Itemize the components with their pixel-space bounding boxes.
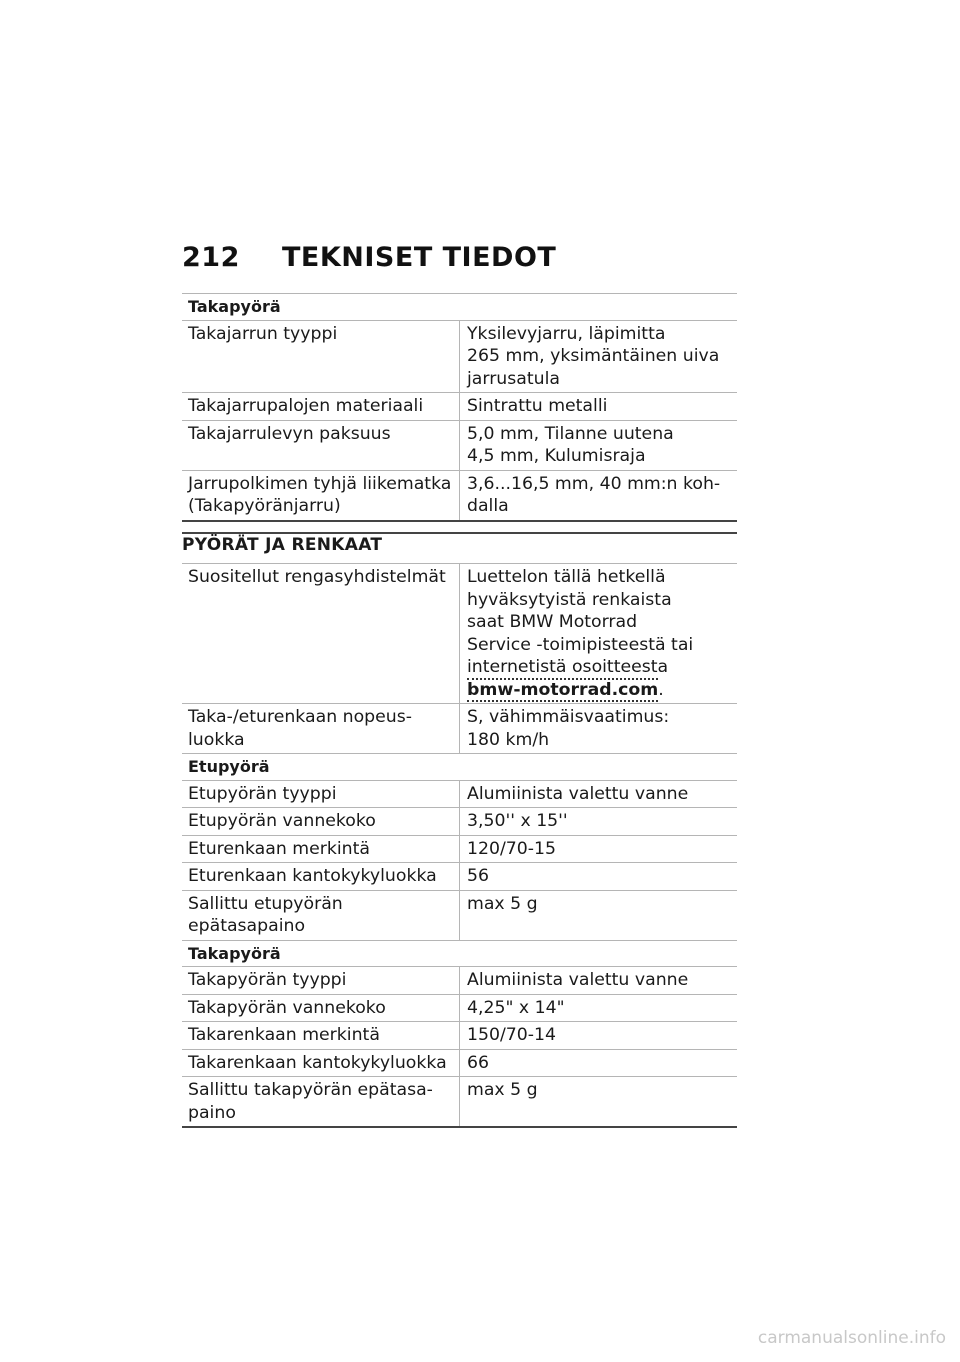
value-line: Luettelon tällä hetkellä [467, 567, 666, 587]
rear-brake-block [182, 293, 737, 522]
table-row [182, 890, 737, 940]
value-line: internetistä osoitteesta [467, 657, 669, 677]
value-line: 4,5 mm, Kulumisraja [467, 446, 646, 466]
table-row [182, 1022, 737, 1050]
section-heading: PYÖRÄT JA RENKAAT [182, 532, 737, 555]
table-row [182, 320, 737, 393]
table-row [182, 704, 737, 754]
wheels-block [182, 563, 737, 1128]
rear-brake-table [182, 293, 737, 522]
label-line: paino [188, 1102, 236, 1123]
value-line: 180 km/h [467, 729, 550, 750]
value-line: hyväksytyistä renkaista [467, 589, 672, 610]
page-title: TEKNISET TIEDOT [282, 242, 557, 273]
spec-value: 56 [460, 863, 738, 891]
table-row [182, 780, 737, 808]
spec-value [460, 420, 738, 470]
spec-label: Etupyörän vannekoko [182, 808, 460, 836]
table-row [182, 863, 737, 891]
spec-value: max 5 g [460, 1077, 738, 1128]
table-row [182, 1077, 737, 1128]
link-suffix: . [658, 679, 664, 700]
table-row [182, 564, 737, 704]
spec-label: Takarenkaan merkintä [182, 1022, 460, 1050]
spec-value [460, 470, 738, 521]
spec-value [460, 320, 738, 393]
spec-label: Eturenkaan merkintä [182, 835, 460, 863]
table-subheading-row [182, 940, 737, 967]
rear-brake-heading: Takapyörä [182, 294, 737, 321]
spec-value: Alumiinista valettu vanne [460, 967, 738, 995]
table-row [182, 967, 737, 995]
spec-value: 4,25" x 14" [460, 994, 738, 1022]
spec-value: 66 [460, 1049, 738, 1077]
spec-label: Takajarrupalojen materiaali [182, 393, 460, 421]
value-line: Yksilevyjarru, läpimitta [467, 323, 666, 344]
table-row [182, 808, 737, 836]
rear-wheel-heading: Takapyörä [182, 940, 737, 967]
spec-value: 3,50'' x 15'' [460, 808, 738, 836]
spec-label: Etupyörän tyyppi [182, 780, 460, 808]
value-line [467, 679, 731, 702]
spec-value: 120/70-15 [460, 835, 738, 863]
spec-label: Takajarrulevyn paksuus [182, 420, 460, 470]
table-subheading-row [182, 754, 737, 781]
value-line: 265 mm, yksimäntäinen uiva [467, 346, 720, 366]
label-line: Jarrupolkimen tyhjä liikematka [188, 473, 452, 494]
table-row [182, 1049, 737, 1077]
value-line: jarrusatula [467, 368, 560, 389]
spec-value [460, 564, 738, 704]
label-line: Taka-/eturenkaan nopeus- [188, 707, 412, 727]
page-number: 212 [182, 242, 240, 273]
table-row [182, 835, 737, 863]
watermark: carmanualsonline.info [757, 1328, 946, 1348]
value-line: Service -toimipisteestä tai [467, 634, 694, 655]
value-line: dalla [467, 496, 509, 516]
spec-label: Sallittu etupyörän epätasapaino [182, 890, 460, 940]
table-row [182, 470, 737, 521]
label-line: Sallittu takapyörän epätasa- [188, 1080, 433, 1100]
table-subheading-row [182, 294, 737, 321]
table-row [182, 994, 737, 1022]
value-line: saat BMW Motorrad [467, 612, 638, 632]
spec-label: Takapyörän vannekoko [182, 994, 460, 1022]
front-wheel-heading: Etupyörä [182, 754, 737, 781]
spec-label: Suositellut rengasyhdistelmät [182, 564, 460, 704]
website-link[interactable]: bmw-motorrad.com [467, 679, 659, 700]
label-line: luokka [188, 729, 245, 750]
spec-label [182, 470, 460, 521]
table-row [182, 393, 737, 421]
spec-value: Alumiinista valettu vanne [460, 780, 738, 808]
value-line: S, vähimmäisvaatimus: [467, 707, 670, 727]
spec-label: Takarenkaan kantokykyluokka [182, 1049, 460, 1077]
spec-label: Takapyörän tyyppi [182, 967, 460, 995]
label-line: (Takapyöränjarru) [188, 496, 341, 516]
value-line: 3,6...16,5 mm, 40 mm:n koh- [467, 473, 721, 494]
table-row [182, 420, 737, 470]
spec-value [460, 704, 738, 754]
spec-label: Eturenkaan kantokykyluokka [182, 863, 460, 891]
spec-value [460, 393, 738, 421]
spec-value: 150/70-14 [460, 1022, 738, 1050]
spec-label [182, 704, 460, 754]
spec-label [182, 1077, 460, 1128]
value-line: 5,0 mm, Tilanne uutena [467, 423, 674, 444]
value-line: Sintrattu metalli [467, 396, 608, 416]
spec-value: max 5 g [460, 890, 738, 940]
wheels-table [182, 563, 737, 1128]
page-header [182, 242, 556, 273]
spec-label: Takajarrun tyyppi [182, 320, 460, 393]
